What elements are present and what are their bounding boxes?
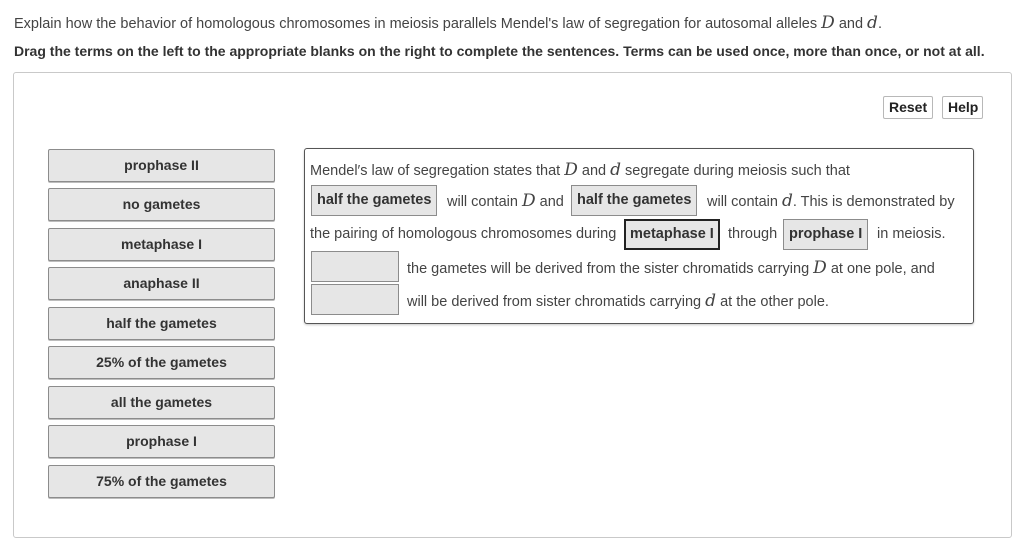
question-period: .	[877, 16, 882, 32]
term-anaphase-ii[interactable]: anaphase II	[48, 267, 275, 300]
term-75-percent-gametes[interactable]: 75% of the gametes	[48, 465, 275, 498]
blank-1-filled[interactable]: half the gametes	[311, 185, 437, 216]
blank-4-filled[interactable]: prophase I	[783, 219, 868, 250]
term-no-gametes[interactable]: no gametes	[48, 188, 275, 221]
line2-demonstrated: . This is demonstrated by	[792, 194, 955, 210]
sentence-line-5	[407, 291, 829, 311]
line1-allele-d-lower: d	[610, 160, 621, 180]
line5-text-b: at the other pole.	[720, 294, 829, 310]
line4-text-a: the gametes will be derived from the sister chromatids carrying	[407, 261, 810, 277]
reset-button[interactable]: Reset	[883, 96, 933, 119]
line1-text-a: Mendel′s law of segregation states that	[310, 163, 561, 179]
line2-allele-d-lower: d	[781, 191, 793, 211]
line1-allele-d-upper: D	[564, 160, 578, 180]
blank-3-filled[interactable]: metaphase I	[624, 219, 720, 250]
line5-allele-d-lower: d	[705, 291, 717, 311]
sentence-line-2a	[447, 191, 564, 211]
line2-and: and	[539, 194, 564, 210]
line4-allele-d-upper: D	[813, 258, 827, 278]
instructions: Drag the terms on the left to the appropriate blanks on the right to complete the sentences. Terms can be used once, more than once, or not at all.	[14, 43, 985, 59]
line2-will-contain-b: will contain	[707, 194, 778, 210]
sentence-line-4	[407, 258, 935, 278]
blank-6-empty[interactable]	[311, 284, 399, 315]
term-metaphase-i[interactable]: metaphase I	[48, 228, 275, 261]
sentence-line-2b	[707, 191, 955, 211]
term-25-percent-gametes[interactable]: 25% of the gametes	[48, 346, 275, 379]
term-prophase-ii[interactable]: prophase II	[48, 149, 275, 182]
line5-text-a: will be derived from sister chromatids carrying	[407, 294, 702, 310]
sentence-line-1	[310, 160, 850, 180]
allele-d-lower: d	[867, 13, 878, 33]
question-body: Explain how the behavior of homologous chromosomes in meiosis parallels Mendel's law of segregation for autosomal alleles	[14, 16, 818, 32]
help-button[interactable]: Help	[942, 96, 983, 119]
sentence-line-3c: in meiosis.	[877, 226, 946, 242]
line4-text-b: at one pole, and	[830, 261, 935, 277]
allele-d-upper: D	[821, 13, 835, 33]
blank-5-empty[interactable]	[311, 251, 399, 282]
term-all-the-gametes[interactable]: all the gametes	[48, 386, 275, 419]
question-text	[14, 13, 882, 33]
term-half-the-gametes[interactable]: half the gametes	[48, 307, 275, 340]
line2-allele-d-upper: D	[521, 191, 536, 211]
sentence-line-3a: the pairing of homologous chromosomes during	[310, 226, 617, 242]
blank-2-filled[interactable]: half the gametes	[571, 185, 697, 216]
line1-and: and	[581, 163, 607, 179]
term-prophase-i[interactable]: prophase I	[48, 425, 275, 458]
sentence-box	[304, 148, 974, 324]
question-and: and	[838, 16, 864, 32]
line2-will-contain-a: will contain	[447, 194, 518, 210]
sentence-line-3b: through	[728, 226, 778, 242]
line1-text-b: segregate during meiosis such that	[625, 163, 850, 179]
